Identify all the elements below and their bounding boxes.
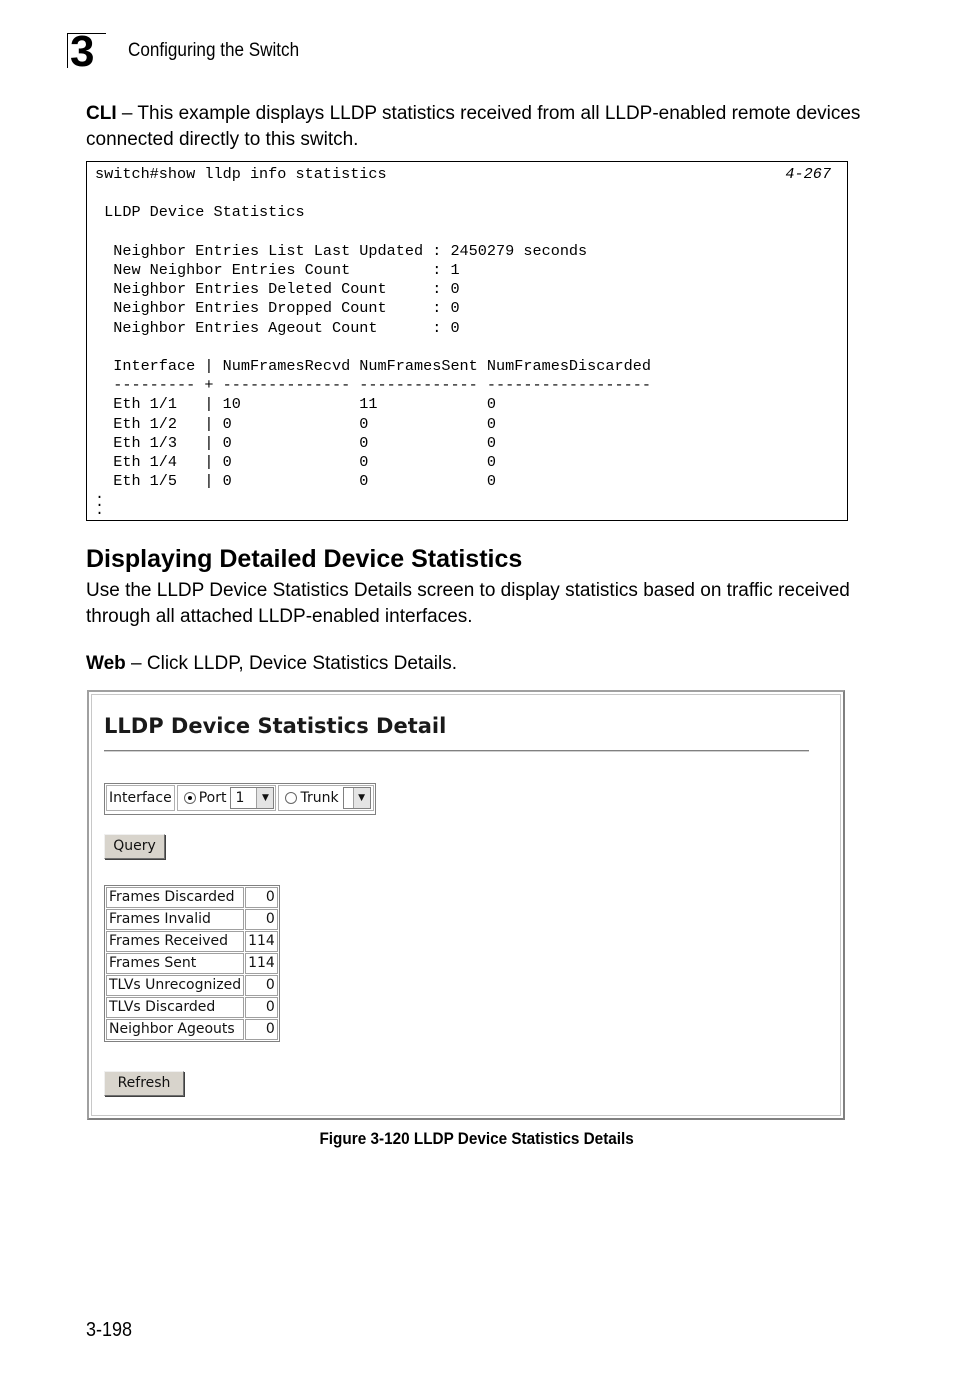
port-label: Port (198, 790, 227, 806)
figure-caption (0, 1128, 954, 1150)
intro-text: – This example displays LLDP statistics received from all LLDP-enabled remote devices connected directly to this switch. (86, 103, 861, 150)
statistics-table (104, 885, 280, 1042)
trunk-option (278, 785, 373, 811)
stat-label: Frames Received (106, 931, 244, 952)
trunk-radio[interactable] (285, 792, 297, 804)
refresh-button[interactable]: Refresh (104, 1071, 184, 1096)
port-select-value: 1 (235, 790, 245, 806)
chapter-number: 3 (70, 27, 95, 76)
table-row (106, 1019, 278, 1040)
intro-paragraph (86, 101, 866, 153)
web-instruction (86, 651, 866, 677)
cli-example-box (86, 161, 848, 521)
stat-value: 0 (245, 909, 278, 930)
table-row (106, 931, 278, 952)
stat-value: 0 (245, 1019, 278, 1040)
intro-lead: CLI (86, 103, 117, 124)
stat-label: Frames Discarded (106, 887, 244, 908)
chevron-down-icon[interactable]: ▼ (353, 788, 370, 808)
stat-value: 0 (245, 975, 278, 996)
chapter-title: Configuring the Switch (128, 40, 300, 61)
stat-value: 114 (245, 931, 278, 952)
web-lead: Web (86, 653, 126, 674)
stat-label: Frames Sent (106, 953, 244, 974)
table-row (106, 909, 278, 930)
web-screenshot-frame (87, 690, 845, 1120)
trunk-label: Trunk (300, 790, 339, 806)
stat-label: TLVs Discarded (106, 997, 244, 1018)
table-row (106, 997, 278, 1018)
section-body: Use the LLDP Device Statistics Details screen to display statistics based on traffic received through all attached LLDP-enabled interfaces. (86, 580, 850, 627)
cli-command-reference: 4-267 (785, 165, 831, 183)
port-option (177, 785, 277, 811)
query-button[interactable]: Query (104, 834, 165, 859)
stat-value: 0 (245, 887, 278, 908)
cli-output: switch#show lldp info statistics LLDP Device Statistics Neighbor Entries List Last Updated : 2450279 seconds New Neighbor Entries Count : 1 Neighbor Entries Deleted Count : 0 Neighbor Entries Dropped Count : 0 Neighbor Entries Ageout Count : 0 Interface | NumFramesRecvd NumFramesSent NumFramesDiscarded --------- + -------------- ------------- ------------------ Eth 1/1 | 10 11 0 Eth 1/2 | 0 0 0 Eth 1/3 | 0 0 0 Eth 1/4 | 0 0 0 Eth 1/5 | 0 0 0 (95, 165, 651, 491)
chevron-down-icon[interactable]: ▼ (256, 788, 273, 808)
interface-label: Interface (106, 785, 175, 811)
table-row (106, 953, 278, 974)
stat-label: Neighbor Ageouts (106, 1019, 244, 1040)
web-screenshot-inner (91, 694, 841, 1116)
title-divider (104, 750, 809, 752)
port-radio[interactable] (184, 792, 196, 804)
table-row (106, 887, 278, 908)
stat-label: TLVs Unrecognized (106, 975, 244, 996)
cli-ellipsis: . . . (95, 486, 105, 519)
section-heading: Displaying Detailed Device Statistics (86, 545, 523, 573)
trunk-select-value (344, 788, 353, 808)
port-select[interactable] (230, 787, 274, 809)
web-page-title: LLDP Device Statistics Detail (104, 714, 447, 738)
table-row (106, 975, 278, 996)
page-number: 3-198 (86, 1319, 133, 1341)
stat-value: 114 (245, 953, 278, 974)
stat-value: 0 (245, 997, 278, 1018)
interface-selector (104, 783, 376, 815)
stat-label: Frames Invalid (106, 909, 244, 930)
figure-caption-text: Figure 3-120 LLDP Device Statistics Details (319, 1129, 635, 1148)
web-instruction-text: – Click LLDP, Device Statistics Details. (125, 653, 457, 674)
trunk-select[interactable] (343, 787, 371, 809)
